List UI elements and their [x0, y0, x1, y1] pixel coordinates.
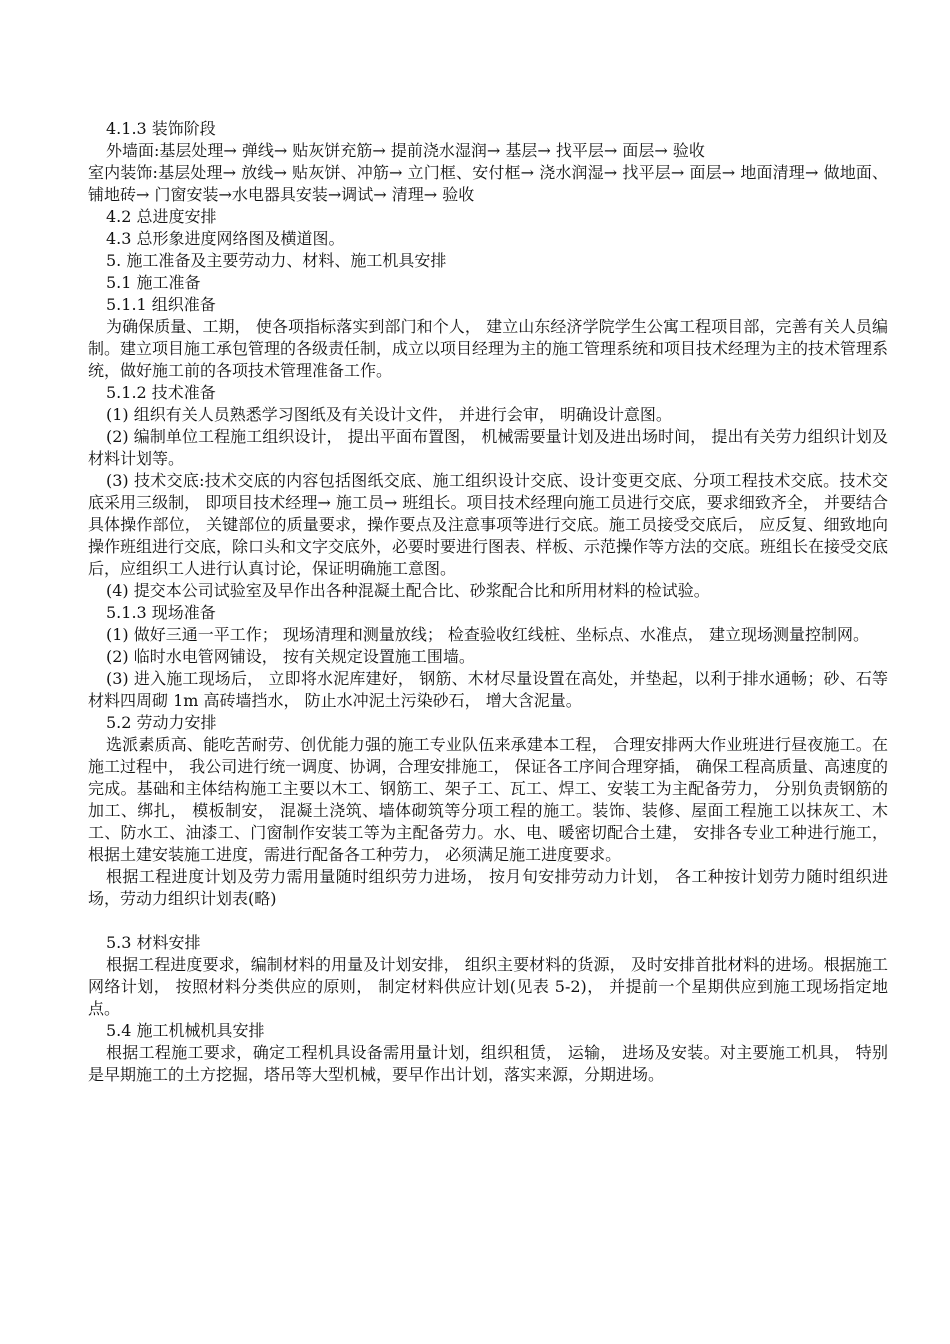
organization-prep-paragraph: 为确保质量、工期， 使各项指标落实到部门和个人， 建立山东经济学院学生公寓工程项目部，完善有关人员编制。建立项目施工承包管理的各级责任制，成立以项目经理为主的施工管理系统和项目技术经理为主的技术管理系统，做好施工前的各项技术管理准备工作。 [88, 317, 889, 380]
machinery-paragraph: 根据工程施工要求，确定工程机具设备需用量计划，组织租赁， 运输， 进场及安装。对主要施工机具， 特别是早期施工的土方挖掘，塔吊等大型机械，要早作出计划，落实来源，分期进场。 [88, 1043, 888, 1084]
interior-decoration-process: 室内装饰:基层处理→ 放线→ 贴灰饼、冲筋→ 立门框、安付框→ 浇水润湿→ 找平层→ 面层→ 地面清理→ 做地面、铺地砖→ 门窗安装→水电器具安装→调试→ 清理→ 验收 [88, 163, 888, 204]
labor-paragraph-1: 选派素质高、能吃苦耐劳、创优能力强的施工专业队伍来承建本工程， 合理安排两大作业班进行昼夜施工。在施工过程中， 我公司进行统一调度、协调，合理安排施工， 保证各工序间合理穿插， 确保工程高质量、高速度的完成。基础和主体结构施工主要以木工、钢筋工、架子工、瓦工、焊工、安装工为主配备劳力， 分别负责钢筋的加工、绑扎， 模板制安， 混凝土浇筑、墙体砌筑等分项工程的施工。装饰、装修、屋面工程施工以抹灰工、木工、防水工、油漆工、门窗制作安装工等为主配备劳力。水、电、暖密切配合土建， 安排各专业工种进行施工， 根据土建安装施工进度，需进行配备各工种劳力， 必须满足施工进度要求。 [88, 735, 888, 864]
labor-paragraph-2: 根据工程进度计划及劳力需用量随时组织劳力进场， 按月旬安排劳动力计划， 各工种按计划劳力随时组织进场，劳动力组织计划表(略) [88, 867, 888, 908]
document-body [88, 118, 888, 1086]
tech-prep-item-2: (2) 编制单位工程施工组织设计， 提出平面布置图， 机械需要量计划及进出场时间， 提出有关劳力组织计划及材料计划等。 [88, 427, 888, 468]
tech-prep-item-4: (4) 提交本公司试验室及早作出各种混凝土配合比、砂浆配合比和所用材料的检试验。 [106, 581, 710, 600]
heading-5-3: 5.3 材料安排 [106, 933, 201, 952]
blank-line [88, 910, 888, 932]
heading-4-3: 4.3 总形象进度网络图及横道图。 [106, 229, 345, 248]
site-prep-item-3: (3) 进入施工现场后， 立即将水泥库建好， 钢筋、木材尽量设置在高处，并垫起，以利于排水通畅；砂、石等材料四周砌 1m 高砖墙挡水， 防止水冲泥土污染砂石， 增大含泥量。 [88, 669, 888, 710]
site-prep-item-2: (2) 临时水电管网铺设， 按有关规定设置施工围墙。 [106, 647, 475, 666]
heading-5-2: 5.2 劳动力安排 [106, 713, 217, 732]
site-prep-item-1: (1) 做好三通一平工作； 现场清理和测量放线； 检查验收红线桩、坐标点、水准点， 建立现场测量控制网。 [106, 625, 870, 644]
material-paragraph: 根据工程进度要求，编制材料的用量及计划安排， 组织主要材料的货源， 及时安排首批材料的进场。根据施工网络计划， 按照材料分类供应的原则， 制定材料供应计划(见表 5-2)， 并提前一个星期供应到施工现场指定地点。 [88, 955, 888, 1018]
heading-5-1-1: 5.1.1 组织准备 [106, 295, 216, 314]
heading-5-1: 5.1 施工准备 [106, 273, 201, 292]
heading-4-1-3: 4.1.3 装饰阶段 [106, 119, 216, 138]
heading-4-2: 4.2 总进度安排 [106, 207, 217, 226]
tech-prep-item-3: (3) 技术交底:技术交底的内容包括图纸交底、施工组织设计交底、设计变更交底、分项工程技术交底。技术交底采用三级制， 即项目技术经理→ 施工员→ 班组长。项目技术经理向施工员进行交底，要求细致齐全， 并要结合具体操作部位， 关键部位的质量要求，操作要点及注意事项等进行交底。施工员接受交底后， 应反复、细致地向操作班组进行交底，除口头和文字交底外，必要时要进行图表、样板、示范操作等方法的交底。班组长在接受交底后，应组织工人进行认真讨论，保证明确施工意图。 [88, 471, 889, 578]
heading-5-1-2: 5.1.2 技术准备 [106, 383, 216, 402]
heading-5: 5. 施工准备及主要劳动力、材料、施工机具安排 [106, 251, 447, 270]
heading-5-4: 5.4 施工机械机具安排 [106, 1021, 265, 1040]
tech-prep-item-1: (1) 组织有关人员熟悉学习图纸及有关设计文件， 并进行会审， 明确设计意图。 [106, 405, 672, 424]
exterior-wall-process: 外墙面:基层处理→ 弹线→ 贴灰饼充筋→ 提前浇水湿润→ 基层→ 找平层→ 面层→ 验收 [106, 141, 705, 160]
heading-5-1-3: 5.1.3 现场准备 [106, 603, 216, 622]
